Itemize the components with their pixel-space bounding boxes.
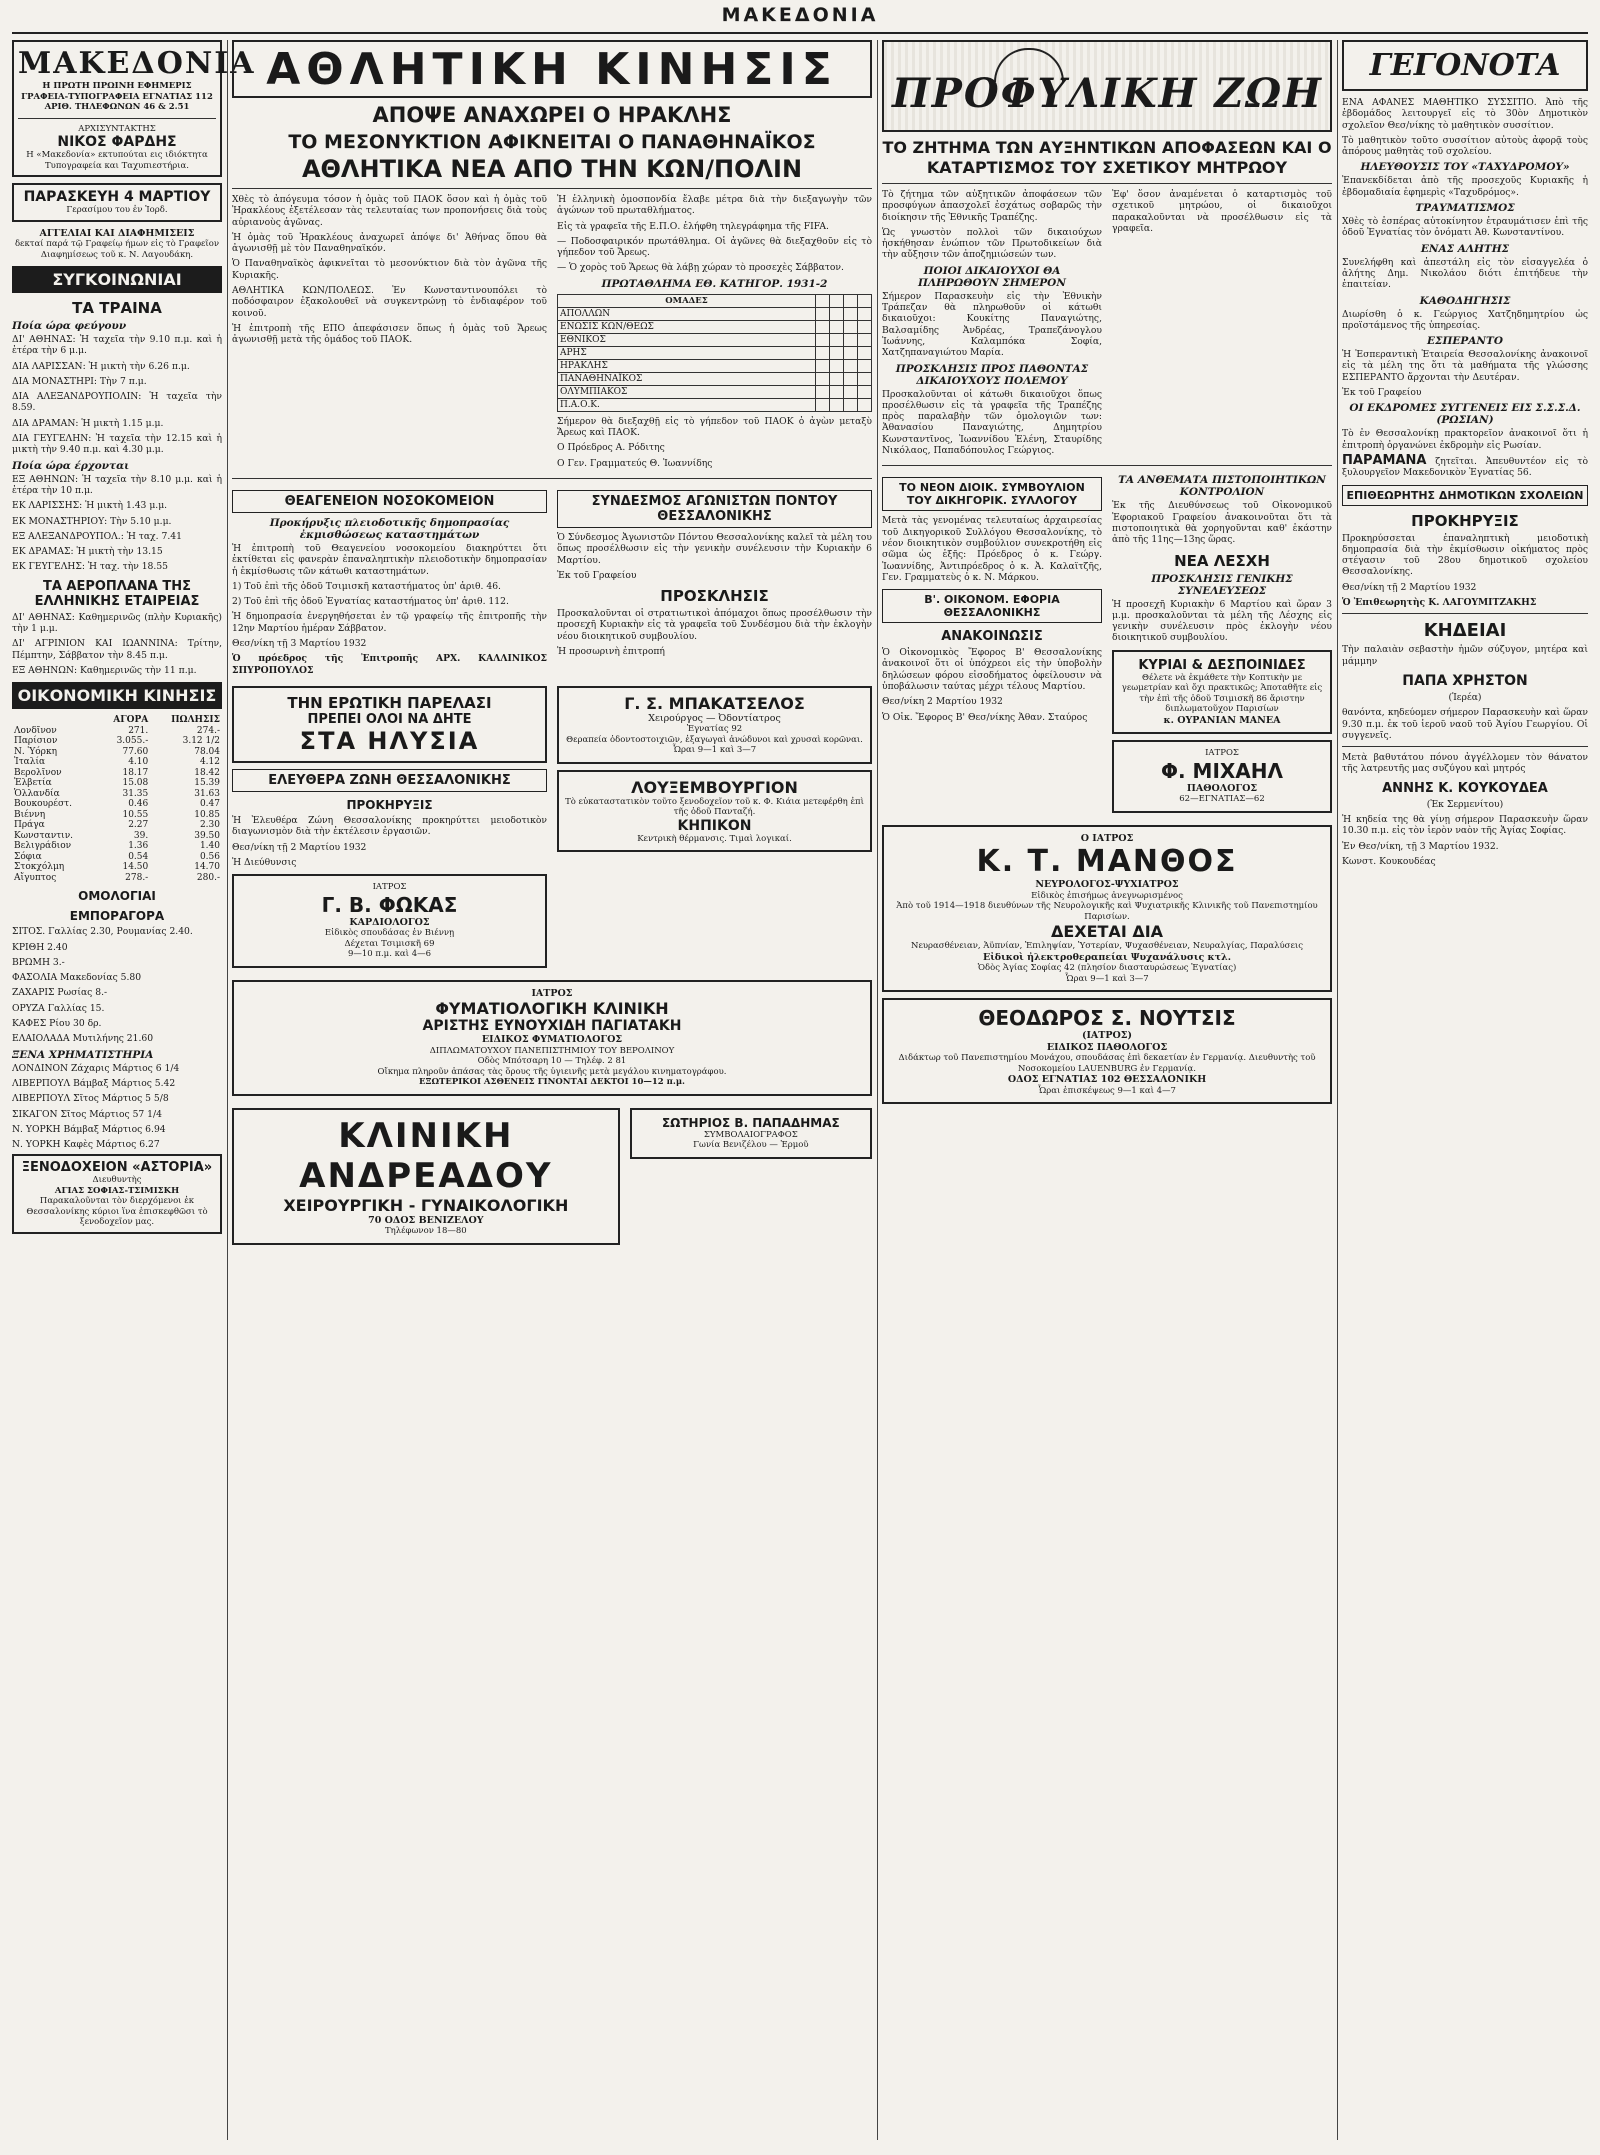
doctor-manthos-ad [882, 825, 1332, 993]
schools-signature: Ὁ Ἐπιθεωρητὴς Κ. ΛΑΓΟΥΜΙΤΖΑΚΗΣ [1342, 597, 1537, 609]
table-row: Κωνσταντιν. 39. 39.50 [14, 830, 220, 841]
ephoria-body: Ὁ Οἰκονομικὸς Ἔφορος Β' Θεσσαλονίκης ἀνακοινοῖ ὅτι οἱ ὑπόχρεοι εἰς τὴν ὑποβολὴν δηλώσεων φόρου εἰσοδήματος ὀφείλουσιν νὰ ὑποβάλωσιν ταύτας μέχρι τέλους Μαρτίου. [882, 647, 1102, 693]
doctor-specialty: ΝΕΥΡΟΛΟΓΟΣ-ΨΥΧΙΑΤΡΟΣ [1035, 879, 1179, 891]
table-row: Ν. Ὑόρκη 77.60 78.04 [14, 746, 220, 757]
arrival-line: ΕΞ ΑΘΗΝΩΝ: Ἡ ταχεῖα τὴν 8.10 μ.μ. καὶ ἡ ἑτέρα τὴν 10 π.μ. [12, 473, 222, 496]
hospital-date: Θεσ/νίκη τῇ 3 Μαρτίου 1932 [232, 638, 367, 650]
arrival-line: ΕΚ ΛΑΡΙΣΣΗΣ: Ἡ μικτὴ 1.43 μ.μ. [12, 500, 168, 512]
exports-line: ΕΛΑΙΟΛΑΔΑ Μυτιλήνης 21.60 [12, 1033, 154, 1045]
article-paragraph: Τὸ ζήτημα τῶν αὐξητικῶν ἀποφάσεων τῶν προσφύγων ἀπασχολεῖ ἐσχάτως σοβαρῶς τὴν διοίκησιν τῆς Ἐθνικῆς Τραπέζης. [882, 189, 1102, 223]
doctor-note: Εἰδικὸς ἐπισήμως ἀνεγνωρισμένος [1031, 890, 1183, 901]
editor-label: ΑΡΧΙΣΥΝΤΑΚΤΗΣ [78, 123, 156, 134]
deceased-name: ΑΝΝΗΣ Κ. ΚΟΥΚΟΥΔΕΑ [1382, 780, 1548, 796]
hotel-ad [12, 1154, 222, 1234]
column-left [12, 40, 256, 2145]
doctor-name: Γ. Β. ΦΩΚΑΣ [321, 892, 458, 917]
foreign-line: ΛΙΒΕΡΠΟΥΛ Σῖτος Μάρτιος 5 5/8 [12, 1093, 169, 1105]
news-body: Ἐπανεκδίδεται ἀπὸ τῆς προσεχοῦς Κυριακῆς ἡ ἑβδομαδιαία ἐφημερὶς «Ταχυδρόμος». [1342, 175, 1588, 198]
article-paragraph: Ἐφ' ὅσον ἀναμένεται ὁ καταρτισμὸς τοῦ σχετικοῦ μητρώου, οἱ δικαιοῦχοι παρακαλοῦνται νὰ προσέλθωσιν εἰς τὰ γραφεῖα. [1112, 189, 1332, 234]
sports-banner: ΑΘΛΗΤΙΚΗ ΚΙΝΗΣΙΣ [232, 40, 872, 98]
pontus-title: ΣΥΝΔΕΣΜΟΣ ΑΓΩΝΙΣΤΩΝ ΠΟΝΤΟΥ ΘΕΣΣΑΛΟΝΙΚΗΣ [557, 490, 872, 528]
article-paragraph: Ἡ ἑλληνικὴ ὁμοσπονδία ἔλαβε μέτρα διὰ τὴν διεξαγωγὴν τῶν ἀγώνων τοῦ πρωταθλήματος. [557, 194, 872, 217]
notices-row [232, 484, 872, 680]
exports-line: ΖΑΧΑΡΙΣ Ρωσίας 8.- [12, 987, 108, 999]
column-divider [227, 40, 228, 2140]
table-header-row: ΟΜΑΔΕΣ [558, 294, 872, 307]
table-row: ΠΑΝΑΘΗΝΑΪΚΟΣ [558, 372, 872, 385]
hospital-title: ΘΕΑΓΕΝΕΙΟΝ ΝΟΣΟΚΟΜΕΙΟΝ [232, 490, 547, 513]
clinic-title: ΦΥΜΑΤΙΟΛΟΓΙΚΗ ΚΛΙΝΙΚΗ [435, 999, 669, 1019]
ads-notice-body: δεκταί παρά τῷ Γραφείῳ ήμων εἰς τὸ Γραφεῖον Διαφημίσεως τοῦ κ. Ν. Λαγουδάκη. [14, 239, 220, 260]
funerals-title: ΚΗΔΕΙΑΙ [1423, 620, 1507, 642]
news-title: ΚΑΘΟΔΗΓΗΣΙΣ [1419, 294, 1511, 307]
new-club-subtitle: ΠΡΟΣΚΛΗΣΙΣ ΓΕΝΙΚΗΣ ΣΥΝΕΛΕΥΣΕΩΣ [1151, 572, 1293, 597]
date-box [12, 183, 222, 222]
luxembourg-body: Τὸ εὐκαταστατικὸν τοῦτο ξενοδοχεῖον τοῦ κ. Φ. Κιάια μετεφέρθη ἐπὶ τῆς ὁδοῦ Πανταζή. [565, 796, 864, 818]
refugee-banner [882, 40, 1332, 132]
war-victims-body: Προσκαλοῦνται οἱ κάτωθι δικαιοῦχοι ὅπως προσέλθωσιν εἰς τὰ γραφεῖα τῆς Τραπέζης πρὸς παραλαβὴν τῶν ὁμολογιῶν των: Ἀθανασίου Παναγιώτης, Δημητρίου Κωνσταντῖνος, Ἰωαννίδου Ἑλένη, Σταυρίδης Νικόλαος, Παπαδόπουλος Γεώργιος. [882, 388, 1102, 457]
news-body: Ἡ Ἐσπεραντικὴ Ἑταιρεία Θεσσαλονίκης ἀνακοινοῖ εἰς τὰ μέλη της ὅτι τὰ μαθήματα τῆς γλώσσης ΕΣΠΕΡΑΝΤΟ ἄρχονται τὴν Δευτέραν. [1342, 349, 1588, 383]
clinic-subtitle: ΧΕΙΡΟΥΡΓΙΚΗ - ΓΥΝΑΙΚΟΛΟΓΙΚΗ [283, 1195, 569, 1215]
column-divider [1337, 40, 1338, 2140]
article-paragraph: — Ὁ χορὸς τοῦ Ἄρεως θὰ λάβῃ χώραν τὸ προσεχὲς Σάββατον. [557, 262, 844, 274]
schools-title: ΕΠΙΘΕΩΡΗΤΗΣ ΔΗΜΟΤΙΚΩΝ ΣΧΟΛΕΙΩΝ [1342, 485, 1588, 506]
clinic-doctor-name: ΑΡΙΣΤΗΣ ΕΥΝΟΥΧΙΔΗ ΠΑΓΙΑΤΑΚΗ [422, 1018, 682, 1035]
schools-date: Θεσ/νίκη τῇ 2 Μαρτίου 1932 [1342, 581, 1477, 593]
doctor-label: (ΙΑΤΡΟΣ) [1081, 1030, 1132, 1042]
league-note: Σήμερον θὰ διεξαχθῇ εἰς τὸ γήπεδον τοῦ ΠΑΟΚ ὁ ἀγὼν μεταξὺ Ἄρεως καὶ ΠΑΟΚ. [557, 415, 872, 439]
exports-line: ΣΙΤΟΣ. Γαλλίας 2.30, Ρουμανίας 2.40. [12, 926, 193, 938]
hotel-address: ΑΓΙΑΣ ΣΟΦΙΑΣ-ΤΣΙΜΙΣΚΗ [54, 1185, 180, 1196]
issue-date: ΠΑΡΑΣΚΕΥΗ 4 ΜΑΡΤΙΟΥ [23, 189, 211, 205]
plane-line: ΕΞ ΑΘΗΝΩΝ: Καθημερινῶς τὴν 11 π.μ. [12, 664, 197, 676]
ephoria-subtitle: ΑΝΑΚΟΙΝΩΣΙΣ [941, 629, 1043, 645]
doctor-accepts: ΔΕΧΕΤΑΙ ΔΙΑ [1050, 922, 1164, 942]
brand-address: ΓΡΑΦΕΙΑ-ΤΥΠΟΓΡΑΦΕΙΑ ΕΓΝΑΤΙΑΣ 112 [21, 91, 213, 102]
ephoria-date: Θεσ/νίκη 2 Μαρτίου 1932 [882, 696, 1003, 708]
ads-notice-title: ΑΓΓΕΛΙΑΙ ΚΑΙ ΔΙΑΦΗΜΙΣΕΙΣ [39, 227, 195, 239]
ads-row-2 [232, 1102, 872, 1251]
invitation-body: Προσκαλοῦνται οἱ στρατιωτικοὶ ἀπόμαχοι ὅπως προσέλθωσιν τὴν προσεχῆ Κυριακὴν εἰς τὰ γραφεῖα τοῦ Συνδέσμου διὰ τὴν ἐκλογὴν νέου διοικητικοῦ συμβουλίου. [557, 608, 872, 642]
article-paragraph: ΑΘΛΗΤΙΚΑ ΚΩΝ/ΠΟΛΕΩΣ. Ἐν Κωνσταντινουπόλει τὸ ποδόσφαιρον ἐξακολουθεῖ νὰ συγκεντρώνῃ τὸ ἐνδιαφέρον τοῦ κοινοῦ. [232, 285, 547, 319]
events-title: ΓΕΓΟΝΟΤΑ [1342, 40, 1588, 91]
news-body: Διωρίσθη ὁ κ. Γεώργιος Χατζηδημητρίου ὡς προϊστάμενος τῆς ὑπηρεσίας. [1342, 308, 1588, 331]
war-victims-title: ΠΡΟΣΚΛΗΣΙΣ ΠΡΟΣ ΠΑΘΟΝΤΑΣ ΔΙΚΑΙΟΥΧΟΥΣ ΠΟΛΕΜΟΥ [895, 362, 1089, 387]
transport-title: ΣΥΓΚΟΙΝΩΝΙΑΙ [12, 266, 222, 293]
train-line: ΔΙΑ ΑΛΕΞΑΝΔΡΟΥΠΟΛΙΝ: Ἡ ταχεῖα τὴν 8.59. [12, 391, 222, 414]
table-row: Π.Α.Ο.Κ. [558, 398, 872, 411]
doctor-michail-ad [1112, 740, 1332, 813]
hospital-signature: Ὁ πρόεδρος τῆς Ἐπιτροπῆς ΑΡΧ. ΚΑΛΛΙΝΙΚΟΣ ΣΠΥΡΟΠΟΥΛΟΣ [232, 653, 547, 676]
headline-constantinople: ΑΘΛΗΤΙΚΑ ΝΕΑ ΑΠΟ ΤΗΝ ΚΩΝ/ΠΟΛΙΝ [301, 155, 803, 183]
clinic-address: 70 ΟΔΟΣ ΒΕΝΙΖΕΛΟΥ [368, 1214, 484, 1226]
news-body: Τὸ ἐν Θεσσαλονίκῃ πρακτορεῖον ἀνακοινοῖ ὅτι ἡ ἐπιτροπὴ ὀργανώνει ἐκδρομὴν εἰς Ρωσίαν. [1342, 428, 1588, 451]
brand-title: ΜΑΚΕΔΟΝΙΑ [18, 46, 256, 81]
payees-title: ΠΟΙΟΙ ΔΙΚΑΙΟΥΧΟΙ ΘΑ ΠΛΗΡΩΘΟΥΝ ΣΗΜΕΡΟΝ [918, 264, 1066, 289]
exports-line: ΚΡΙΘΗ 2.40 [12, 941, 68, 953]
table-row: Πράγα 2.27 2.30 [14, 820, 220, 831]
train-line: ΔΙΑ ΓΕΥΓΕΛΗΝ: Ἡ ταχεῖα τὴν 12.15 καὶ ἡ μικτὴ τὴν 9.40 π.μ. καὶ 4.30 μ.μ. [12, 433, 222, 456]
hotel-body: Παρακαλοῦνται τὸν διερχόμενοι ἐκ Θεσσαλονίκης κύριοι ἵνα ἐπισκεφθῶσι τὸ ξενοδοχεῖον μας. [26, 1196, 208, 1228]
masthead-title: ΜΑΚΕΔΟΝΙΑ [721, 4, 879, 26]
article-paragraph: Ἡ ὁμὰς τοῦ Ἡρακλέους ἀναχωρεῖ ἀπόψε δι' Ἀθήνας ὅπου θὰ ἀγωνισθῇ μὲ τὸν Παναθηναϊκόν. [232, 231, 547, 255]
news-title: ΗΛΕΥΘΟΥΣΙΣ ΤΟΥ «ΤΑΧΥΔΡΟΜΟΥ» [1360, 161, 1570, 174]
clinic-title: ΚΛΙΝΙΚΗ ΑΝΔΡΕΑΔΟΥ [299, 1115, 553, 1196]
exports-line: ΚΑΦΕΣ Ρίου 30 δρ. [12, 1018, 102, 1030]
headline-heracles: ΑΠΟΨΕ ΑΝΑΧΩΡΕΙ Ο ΗΡΑΚΛΗΣ [372, 103, 732, 127]
doctor-label: Ο ΙΑΤΡΟΣ [1080, 832, 1134, 844]
notary-role: ΣΥΜΒΟΛΑΙΟΓΡΑΦΟΣ [703, 1129, 798, 1140]
doctor-specialty: ΚΑΡΔΙΟΛΟΓΟΣ [349, 916, 430, 928]
league-table [557, 294, 872, 412]
new-club-title: ΝΕΑ ΛΕΣΧΗ [1174, 551, 1270, 570]
brand-box [12, 40, 256, 177]
doctor-label: ΙΑΤΡΟΣ [1205, 748, 1239, 759]
clinic-address: Οδὸς Μπότσαρη 10 — Τηλέφ. 2 81 [477, 1056, 627, 1067]
ladies-title: ΚΥΡΙΑΙ & ΔΕΣΠΟΙΝΙΔΕΣ [1138, 657, 1306, 673]
clinic-footer: ΕΞΩΤΕΡΙΚΟΙ ΑΣΘΕΝΕΙΣ ΓΙΝΟΝΤΑΙ ΔΕΚΤΟΙ 10—12 π.μ. [418, 1077, 686, 1088]
exhibition-line1: ΤΗΝ ΕΡΩΤΙΚΗ ΠΑΡΕΛΑΣΙ [287, 693, 492, 712]
doctor-specialty: ΕΙΔΙΚΟΣ ΠΑΘΟΛΟΓΟΣ [1046, 1041, 1168, 1053]
table-row: Λονδῖνον 271. 274.- [14, 725, 220, 736]
ladies-ad [1112, 650, 1332, 735]
table-row: Βουκουρέστ. 0.46 0.47 [14, 799, 220, 810]
ads-notice [12, 228, 222, 261]
ads-row-1 [232, 680, 872, 974]
doctor-special: Εἰδικοὶ ἠλεκτροθεραπείαι Ψυχανάλυσις κτλ. [982, 951, 1232, 963]
hotel-title: ΞΕΝΟΔΟΧΕΙΟΝ «ΑΣΤΟΡΙΑ» [21, 1160, 213, 1176]
refugee-banner-title: ΠΡΟΦΥΛΙΚΗ ΖΩΗ [892, 70, 1323, 117]
table-row: Βελιγράδιον 1.36 1.40 [14, 841, 220, 852]
doctor-address: Δέχεται Τσιμισκῆ 69 [344, 938, 435, 949]
article-paragraph: Χθὲς τὸ ἀπόγευμα τόσον ἡ ὁμὰς τοῦ ΠΑΟΚ ὅσον καὶ ἡ ὁμὰς τοῦ Ἡρακλέους ἐξετέλεσαν τὰς τελευταίας των προπονήσεις διὰ τοὺς αὐριανοὺς ἀγῶνας. [232, 194, 547, 228]
hospital-paragraph: 2) Τοῦ ἐπὶ τῆς ὁδοῦ Ἐγνατίας καταστήματος ὑπ' ἀριθ. 112. [232, 596, 509, 608]
news-body: Χθὲς τὸ ἑσπέρας αὐτοκίνητον ἐτραυμάτισεν ἐπὶ τῆς ὁδοῦ Ἐγνατίας τὸν ὀνόματι Ἀθ. Κωνσταντίνου. [1342, 216, 1588, 239]
table-row: ΗΡΑΚΛΗΣ [558, 359, 872, 372]
exhibition-ad [232, 686, 547, 763]
headline-panathinaikos: ΤΟ ΜΕΣΟΝΥΚΤΙΟΝ ΑΦΙΚΝΕΙΤΑΙ Ο ΠΑΝΑΘΗΝΑΪΚΟΣ [288, 131, 816, 153]
clinic-body: Οἴκημα πληροῦν ἁπάσας τὰς ὅρους τῆς ὑγιεινῆς μετὰ μεγάλου κινηματογράφου. [377, 1066, 727, 1077]
exhibition-line2: ΠΡΕΠΕΙ ΟΛΟΙ ΝΑ ΔΗΤΕ [307, 711, 472, 727]
article-paragraph: Ὡς γνωστὸν πολλοὶ τῶν δικαιούχων ἠσκήθησαν ἐνώπιον τῶν Πρωτοδικείων διὰ τὴν αὔξησιν τῶν ἀποζημιώσεών των. [882, 226, 1102, 261]
sports-article [232, 194, 872, 473]
plane-line: ΔΙ' ΑΘΗΝΑΣ: Καθημερινῶς (πλὴν Κυριακῆς) τὴν 1 μ.μ. [12, 611, 222, 635]
notary-name: ΣΩΤΗΡΙΟΣ Β. ΠΑΠΑΔΗΜΑΣ [661, 1115, 840, 1130]
table-row: Ἑλβετία 15.08 15.39 [14, 778, 220, 789]
refugee-headline: ΤΟ ΖΗΤΗΜΑ ΤΩΝ ΑΥΞΗΝΤΙΚΩΝ ΑΠΟΦΑΣΕΩΝ ΚΑΙ Ο ΚΑΤΑΡΤΙΣΜΟΣ ΤΟΥ ΣΧΕΤΙΚΟΥ ΜΗΤΡΩΟΥ [882, 138, 1332, 177]
clinic-label: ΙΑΤΡΟΣ [531, 987, 573, 999]
ephoria-signature: Ὁ Οἰκ. Ἔφορος Β' Θεσ/νίκης Ἀθαν. Σταύρος [882, 711, 1088, 723]
freezone-date: Θεσ/νίκη τῇ 2 Μαρτίου 1932 [232, 841, 367, 853]
table-header-row: ΑΓΟΡΑ ΠΩΛΗΣΙΣ [113, 715, 220, 726]
news-title: ΟΙ ΕΚΔΡΟΜΕΣ ΣΥΓΓΕΝΕΙΣ ΕΙΣ Σ.Σ.Σ.Δ. (ΡΩΣΙΑΝ) [1349, 402, 1581, 427]
doctor-name: Κ. Τ. ΜΑΝΘΟΣ [976, 844, 1238, 880]
brand-tagline: Η ΠΡΩΤΗ ΠΡΩΙΝΗ ΕΦΗΜΕΡΙΣ [42, 81, 192, 91]
train-line: ΔΙΑ ΔΡΑΜΑΝ: Ἡ μικτὴ 1.15 μ.μ. [12, 417, 164, 429]
notary-address: Γωνία Βενιζέλου — Ἑρμοῦ [693, 1140, 809, 1151]
news-title: ΤΡΑΥΜΑΤΙΣΜΟΣ [1415, 202, 1515, 215]
luxembourg-footer: Κεντρικὴ θέρμανσις. Τιμαὶ λογικαί. [637, 833, 792, 844]
brand-phones: ΑΡΙΘ. ΤΗΛΕΦΩΝΩΝ 46 & 2.51 [44, 102, 190, 112]
funeral-paragraph: Ἡ κηδεία της θὰ γίνῃ σήμερον Παρασκευὴν ὥραν 10.30 π.μ. εἰς τὸν ἱερὸν ναὸν τῆς Ἁγίας Σοφίας. [1342, 813, 1588, 837]
saint-of-day: Γερασίμου του ἐν Ἰορδ. [66, 205, 168, 215]
ladies-name: κ. ΟΥΡΑΝΙΑΝ ΜΑΝΕΑ [1163, 714, 1281, 726]
pontus-signature: Ἐκ τοῦ Γραφείου [557, 569, 637, 581]
freezone-subtitle: ΠΡΟΚΗΡΥΞΙΣ [346, 797, 433, 812]
tb-clinic-ad [232, 980, 872, 1096]
doctor-body: Θεραπεία ὀδοντοστοιχιῶν, ἐξαγωγαὶ ἀνώδυνοι καὶ χρυσαὶ κορῶναι. [566, 734, 863, 745]
payees-body: Σήμερον Παρασκευὴν εἰς τὴν Ἐθνικὴν Τράπεζαν θὰ πληρωθοῦν οἱ κάτωθι δικαιοῦχοι: Κουκίτης Παναγιώτης, Βαλσαμίδης Ἀνδρέας, Τραπεζάνογλου Ἰωάννης, Καλαμπόκα Σοφία, Χατζηπαναγιώτου Μαρία. [882, 290, 1102, 359]
doctor-label: ΙΑΤΡΟΣ [372, 882, 407, 893]
doctor-address: ΟΔΟΣ ΕΓΝΑΤΙΑΣ 102 ΘΕΣΣΑΛΟΝΙΚΗ [1007, 1074, 1207, 1086]
doctor-hours: Ὧραι ἐπισκέψεως 9—1 καὶ 4—7 [1038, 1085, 1176, 1096]
foreign-line: ΛΟΝΔΙΝΟΝ Ζάχαρις Μάρτιος 6 1/4 [12, 1062, 180, 1074]
column-events [1342, 40, 1588, 2145]
column-refugee [882, 40, 1332, 2145]
table-row: Σόφια 0.54 0.56 [14, 851, 220, 862]
column-sports [232, 40, 872, 2145]
arrival-line: ΕΚ ΓΕΥΓΕΛΗΣ: Ἡ ταχ. τὴν 18.55 [12, 561, 169, 573]
exhibition-venue: ΣΤΑ ΗΛΥΣΙΑ [299, 726, 480, 755]
luxembourg-ad [557, 770, 872, 853]
arrival-line: ΕΚ ΔΡΑΜΑΣ: Ἡ μικτὴ τὴν 13.15 [12, 546, 163, 558]
ladies-body: Θέλετε νὰ ἐκμάθετε τὴν Κοπτικὴν με γεωμετρίαν καὶ ὄχι πρακτικῶς; Ἀποταθῆτε εἰς τὴν ἐπὶ τῆς ὁδοῦ Τσιμισκῆ 86 ἄριστην διπλωματοῦχον Παρισίων [1121, 672, 1323, 715]
table-row: Βερολῖνον 18.17 18.42 [14, 767, 220, 778]
table-row: ΑΡΗΣ [558, 346, 872, 359]
doctor-mpakatselos-ad [557, 686, 872, 764]
signature: Ο Πρόεδρος Α. Ρόδιτης [557, 442, 665, 454]
hotel-owner: Διευθυντὴς [92, 1175, 142, 1186]
currency-table [12, 715, 222, 883]
train-line: ΔΙ' ΑΘΗΝΑΣ: Ἡ ταχεῖα τὴν 9.10 π.μ. καὶ ἡ ἑτέρα τὴν 6 μ.μ. [12, 334, 222, 357]
freezone-body: Ἡ Ἐλευθέρα Ζώνη Θεσσαλονίκης προκηρύττει μειοδοτικὸν διαγωνισμὸν διὰ τὴν ἐκτέλεσιν ἐργασιῶν. [232, 814, 547, 838]
doctor-noutsis-ad [882, 998, 1332, 1104]
plane-line: ΔΙ' ΑΓΡΙΝΙΟΝ ΚΑΙ ΙΩΑΝΝΙΝΑ: Τρίτην, Πέμπτην, Σάββατον τὴν 8.45 π.μ. [12, 638, 222, 661]
funeral-date: Ἐν Θεσ/νίκη, τῇ 3 Μαρτίου 1932. [1342, 840, 1499, 852]
luxembourg-title: ΛΟΥΞΕΜΒΟΥΡΓΙΟΝ [631, 777, 798, 797]
notary-ad [630, 1108, 872, 1159]
table-row: Ἰταλία 4.10 4.12 [14, 757, 220, 768]
doctor-fokas-ad [232, 874, 547, 968]
article-paragraph: ΕΝΑ ΑΦΑΝΕΣ ΜΑΘΗΤΙΚΟ ΣΥΣΣΙΤΙΟ. Ἀπὸ τῆς ἑβδομάδος λειτουργεῖ εἰς τὸ 30ὸν Δημοτικὸν σχολεῖον Θεσ/νίκης τὸ μαθητικὸν συσσίτιον. [1342, 97, 1588, 131]
clinic-role: ΕΙΔΙΚΟΣ ΦΥΜΑΤΙΟΛΟΓΟΣ [481, 1034, 623, 1046]
freezone-signature: Ἡ Διεύθυνσις [232, 856, 297, 868]
exports-line: ΦΑΣΟΛΙΑ Μακεδονίας 5.80 [12, 972, 142, 984]
editor-name: ΝΙΚΟΣ ΦΑΡΔΗΣ [57, 134, 177, 150]
brand-note: Η «Μακεδονία» εκτυπούται εις ιδιόκτητα Τυπογραφεία και Ταχυπιεστήρια. [26, 150, 208, 171]
hospital-paragraph: Ἡ δημοπρασία ἐνεργηθήσεται ἐν τῷ γραφείῳ τῆς ἐπιτροπῆς τὴν 12ην Μαρτίου ἡμέραν Σάββατον. [232, 611, 547, 634]
table-row: Παρίσιον 3.055.- 3.12 1/2 [14, 736, 220, 747]
luxembourg-hall: ΚΗΠΙΚΟΝ [677, 817, 752, 834]
news-body: Συνελήφθη καὶ ἀπεστάλη εἰς τὸν εἰσαγγελέα ὁ ἀλήτης Δημ. Νικολάου διότι ἐπιτήδευε τὴν ἐπαιτείαν. [1342, 256, 1588, 291]
funeral-paragraph: θανόντα, κηδεύομεν σήμερον Παρασκευὴν καὶ ὥραν 9.30 π.μ. ἐκ τοῦ ἱεροῦ ναοῦ τοῦ Ἁγίου Γεωργίου. Οἱ συγγενεῖς. [1342, 707, 1588, 741]
schools-body: Προκηρύσσεται ἐπαναληπτικὴ μειοδοτικὴ δημοπρασία διὰ τὴν ἐκμίσθωσιν οἰκήματος πρὸς στέγασιν τοῦ 28ου δημοτικοῦ σχολείου Θεσσαλονίκης. [1342, 532, 1588, 578]
deceased-subtitle: (Ἱερέα) [1448, 691, 1482, 703]
foreign-exchange-title: ΞΕΝΑ ΧΡΗΜΑΤΙΣΤΗΡΙΑ [12, 1048, 154, 1061]
ephoria-title: Β'. ΟΙΚΟΝΟΜ. ΕΦΟΡΙΑ ΘΕΣΣΑΛΟΝΙΚΗΣ [882, 589, 1102, 623]
table-row: Στοκχόλμη 14.50 14.70 [14, 862, 220, 873]
foreign-line: Ν. ΥΟΡΚΗ Βάμβαξ Μάρτιος 6.94 [12, 1123, 166, 1135]
invitation-title: ΠΡΟΣΚΛΗΣΙΣ [660, 587, 769, 606]
article-paragraph: Εἰς τὰ γραφεῖα τῆς Ε.Π.Ο. ἐλήφθη τηλεγράφημα τῆς FIFA. [557, 220, 829, 232]
funeral-paragraph: Μετὰ βαθυτάτου πόνου ἀγγέλλομεν τὸν θάνατον τῆς λατρευτῆς μας συζύγου καὶ μητρός [1342, 752, 1588, 775]
table-row: ΕΝΩΣΙΣ ΚΩΝ/ΘΕΩΣ [558, 320, 872, 333]
lawyers-title: ΤΟ ΝΕΟΝ ΔΙΟΙΚ. ΣΥΜΒΟΥΛΙΟΝ ΤΟΥ ΔΙΚΗΓΟΡΙΚ. ΣΥΛΛΟΓΟΥ [882, 477, 1102, 511]
doctor-name: Γ. Σ. ΜΠΑΚΑΤΣΕΛΟΣ [624, 693, 805, 713]
new-club-body: Ἡ προσεχῆ Κυριακὴν 6 Μαρτίου καὶ ὥραν 3 μ.μ. προσκαλοῦνται τὰ μέλη τῆς Λέσχης εἰς γενικὴν συνέλευσιν πρὸς ἐκλογὴν νέου διοικητικοῦ συμβουλίου. [1112, 598, 1332, 644]
train-line: ΔΙΑ ΛΑΡΙΣΣΑΝ: Ἡ μικτὴ τὴν 6.26 π.μ. [12, 360, 190, 372]
doctor-hours: Ὧραι 9—1 καὶ 3—7 [672, 745, 757, 756]
clinic-degree: ΔΙΠΛΩΜΑΤΟΥΧΟΥ ΠΑΝΕΠΙΣΤΗΜΙΟΥ ΤΟΥ ΒΕΡΟΛΙΝΟΥ [429, 1045, 675, 1056]
table-row: ΑΠΟΛΛΩΝ [558, 307, 872, 320]
exports-title: ΕΜΠΟΡΑΓΟΡΑ [69, 909, 165, 924]
exports-line: ΒΡΩΜΗ 3.- [12, 956, 65, 968]
certificates-body: Ἐκ τῆς Διευθύνσεως τοῦ Οἰκονομικοῦ Ἐφοριακοῦ Γραφείου ἀνακοινοῦται ὅτι τὰ πιστοποιητικὰ θὰ χορηγοῦνται καθ' ἑκάστην ἀπὸ τῆς 11ης—13ης ὥρας. [1112, 500, 1332, 546]
doctor-name: Φ. ΜΙΧΑΗΛ [1160, 758, 1284, 783]
arrival-line: ΕΞ ΑΛΕΞΑΝΔΡΟΥΠΟΛ.: Ἡ ταχ. 7.41 [12, 530, 182, 542]
news-signature: Ἐκ τοῦ Γραφείου [1342, 387, 1422, 399]
andreadou-clinic-ad [232, 1108, 620, 1245]
freezone-title: ΕΛΕΥΘΕΡΑ ΖΩΝΗ ΘΕΣΣΑΛΟΝΙΚΗΣ [232, 769, 547, 792]
refugee-article [882, 189, 1332, 460]
doctor-name: ΘΕΟΔΩΡΟΣ Σ. ΝΟΥΤΣΙΣ [978, 1006, 1236, 1031]
doctor-specialty: Χειρούργος — Ὀδοντίατρος [648, 712, 781, 724]
news-title: ΕΣΠΕΡΑΝΤΟ [1427, 335, 1503, 348]
exports-line: ΟΡΥΖΑ Γαλλίας 15. [12, 1002, 105, 1014]
notices-row [882, 471, 1332, 818]
schools-subtitle: ΠΡΟΚΗΡΥΞΙΣ [1411, 511, 1519, 530]
economy-title: ΟΙΚΟΝΟΜΙΚΗ ΚΙΝΗΣΙΣ [12, 682, 222, 709]
train-arrivals-label: Ποία ώρα έρχονται [12, 459, 130, 472]
bonds-title: ΟΜΟΛΟΓΙΑΙ [78, 889, 156, 904]
table-row: Αἴγυπτος 278.- 280.- [14, 872, 220, 883]
foreign-line: ΛΙΒΕΡΠΟΥΛ Βάμβαξ Μάρτιος 5.42 [12, 1077, 176, 1089]
table-row: Ὁλλανδία 31.35 31.63 [14, 788, 220, 799]
train-line: ΔΙΑ ΜΟΝΑΣΤΗΡΙ: Τὴν 7 π.μ. [12, 375, 147, 387]
doctor-note: Εἰδικὸς σπουδάσας ἐν Βιέννῃ [324, 928, 455, 939]
doctor-hours: 9—10 π.μ. καὶ 4—6 [347, 949, 432, 960]
table-row: ΟΛΥΜΠΙΑΚΟΣ [558, 385, 872, 398]
paramana-title: ΠΑΡΑΜΑΝΑ [1342, 452, 1427, 468]
table-row: Βιέννη 10.55 10.85 [14, 809, 220, 820]
doctor-hours: Ὧραι 9—1 καὶ 3—7 [1065, 973, 1149, 984]
deceased-name: ΠΑΠΑ ΧΡΗΣΤΟΝ [1402, 672, 1528, 689]
table-row: ΕΘΝΙΚΟΣ [558, 333, 872, 346]
paramana-body: ζητεῖται. Ἀπευθυντέον εἰς τὸ ξυλουργεῖον Μακεδονικὸν Ἐγνατίας 56. [1342, 455, 1588, 479]
article-paragraph: — Ποδοσφαιρικόν πρωτάθλημα. Οἱ ἀγῶνες θὰ διεξαχθοῦν εἰς τὸ γήπεδον τοῦ Ἄρεως. [557, 235, 872, 259]
article-paragraph: Τὸ μαθητικὸν τοῦτο συσσίτιον αὐτοὺς ἀφορᾷ τοὺς ἀπόρους μαθητὰς τοῦ σχολείου. [1342, 134, 1588, 158]
signature: Ο Γεν. Γραμματεύς Θ. Ἰωαννίδης [557, 457, 713, 469]
certificates-title: ΤΑ ΑΝΘΕΜΑΤΑ ΠΙΣΤΟΠΟΙΗΤΙΚΩΝ ΚΟΝΤΡΟΛΙΟΝ [1118, 474, 1326, 499]
lawyers-body: Μετὰ τὰς γενομένας τελευταίως ἀρχαιρεσίας τοῦ Δικηγορικοῦ Συλλόγου Θεσσαλονίκης, τὸ νέον διοικητικὸν συμβούλιον συνεκροτήθη εἰς σῶμα ὡς ἑξῆς: Πρόεδρος ὁ κ. Γεώργ. Ἰωαννίδης, Ἀντιπρόεδρος ὁ κ. Ἀ. Καλαϊτζῆς, Γεν. Γραμματεὺς ὁ κ. Ν. Μάρκου. [882, 515, 1102, 583]
hospital-subtitle: Προκήρυξις πλειοδοτικῆς δημοπρασίας ἐκμισθώσεως καταστημάτων [269, 516, 510, 541]
article-paragraph: Ἡ ἐπιτροπὴ τῆς ΕΠΟ ἀπεφάσισεν ὅπως ἡ ὁμὰς τοῦ Ἄρεως ἀγωνισθῇ μετὰ τῆς ὁμάδος τοῦ ΠΑΟΚ. [232, 322, 547, 346]
planes-title: ΤΑ ΑΕΡΟΠΛΑΝΑ ΤΗΣ ΕΛΛΗΝΙΚΗΣ ΕΤΑΙΡΕΙΑΣ [34, 578, 200, 609]
news-title: ΕΝΑΣ ΑΛΗΤΗΣ [1420, 242, 1510, 255]
doctor-conditions: Νευρασθένειαν, Ἀϋπνίαν, Ἐπιληψίαν, Ὑστερίαν, Ψυχασθένειαν, Νευραλγίας, Παραλύσεις [911, 941, 1303, 952]
paramana-notice [1342, 452, 1588, 479]
trains-title: ΤΑ ΤΡΑΙΝΑ [72, 299, 162, 317]
foreign-line: ΣΙΚΑΓΟΝ Σῖτος Μάρτιος 57 1/4 [12, 1108, 162, 1120]
top-rule [12, 32, 1588, 34]
doctor-career: Ἀπὸ τοῦ 1914—1918 διευθύνων τῆς Νευρολογικῆς καὶ Ψυχιατρικῆς Κλινικῆς τοῦ Πανεπιστημίου Παρισίων. [896, 901, 1318, 922]
funeral-signature: Κωνστ. Κουκουδέας [1342, 855, 1436, 867]
invitation-signature: Ἡ προσωρινὴ ἐπιτροπή [557, 646, 665, 658]
train-departures-label: Ποία ώρα φεύγουν [12, 320, 127, 332]
article-paragraph: Ὁ Παναθηναϊκὸς ἀφικνεῖται τὸ μεσονύκτιον διὰ τὸν ἀγῶνα τῆς Κυριακῆς. [232, 258, 547, 281]
doctor-address: Ἐγνατίας 92 [686, 724, 743, 735]
deceased-subtitle: (Ἐκ Σερμενίτου) [1426, 798, 1504, 810]
doctor-address: 62—ΕΓΝΑΤΙΑΣ—62 [1179, 794, 1265, 805]
hospital-paragraph: 1) Τοῦ ἐπὶ τῆς ὁδοῦ Τσιμισκῆ καταστήματος ὑπ' ἀριθ. 46. [232, 580, 501, 592]
foreign-line: Ν. ΥΟΡΚΗ Καφὲς Μάρτιος 6.27 [12, 1139, 160, 1151]
clinic-phone: Τηλέφωνον 18—80 [384, 1226, 467, 1237]
funeral-paragraph: Τὴν παλαιὰν σεβαστὴν ἡμῶν σύζυγον, μητέρα καὶ μάμμην [1342, 644, 1588, 667]
column-divider [877, 40, 878, 2140]
doctor-body: Διδάκτωρ τοῦ Πανεπιστημίου Μονάχου, σπουδάσας ἐπὶ δεκαετίαν ἐν Γερμανίᾳ. Διευθυντὴς τοῦ Νοσοκομείου LAUENBURG ἐν Γερμανίᾳ. [898, 1053, 1316, 1074]
pontus-body: Ὁ Σύνδεσμος Ἀγωνιστῶν Πόντου Θεσσαλονίκης καλεῖ τὰ μέλη του ὅπως προσέλθωσιν εἰς τὴν γενικὴν συνέλευσιν τὴν Κυριακὴν 6 Μαρτίου. [557, 531, 872, 566]
doctor-address: Ὁδὸς Ἁγίας Σοφίας 42 (πλησίον διασταυρώσεως Ἐγνατίας) [977, 963, 1237, 974]
arrival-line: ΕΚ ΜΟΝΑΣΤΗΡΙΟΥ: Τὴν 5.10 μ.μ. [12, 515, 172, 527]
league-title: ΠΡΩΤΑΘΛΗΜΑ ΕΘ. ΚΑΤΗΓΟΡ. 1931-2 [601, 277, 828, 290]
doctor-specialty: ΠΑΘΟΛΟΓΟΣ [1186, 782, 1258, 794]
hospital-paragraph: Ἡ ἐπιτροπὴ τοῦ Θεαγενείου νοσοκομείου διακηρύττει ὅτι ἐκτίθεται εἰς φανερὰν ἐπαναληπτικὴν πλειοδοτικὴν δημοπρασίαν ἡ ἐκμίσθωσις τῶν κάτωθι καταστημάτων. [232, 542, 547, 577]
